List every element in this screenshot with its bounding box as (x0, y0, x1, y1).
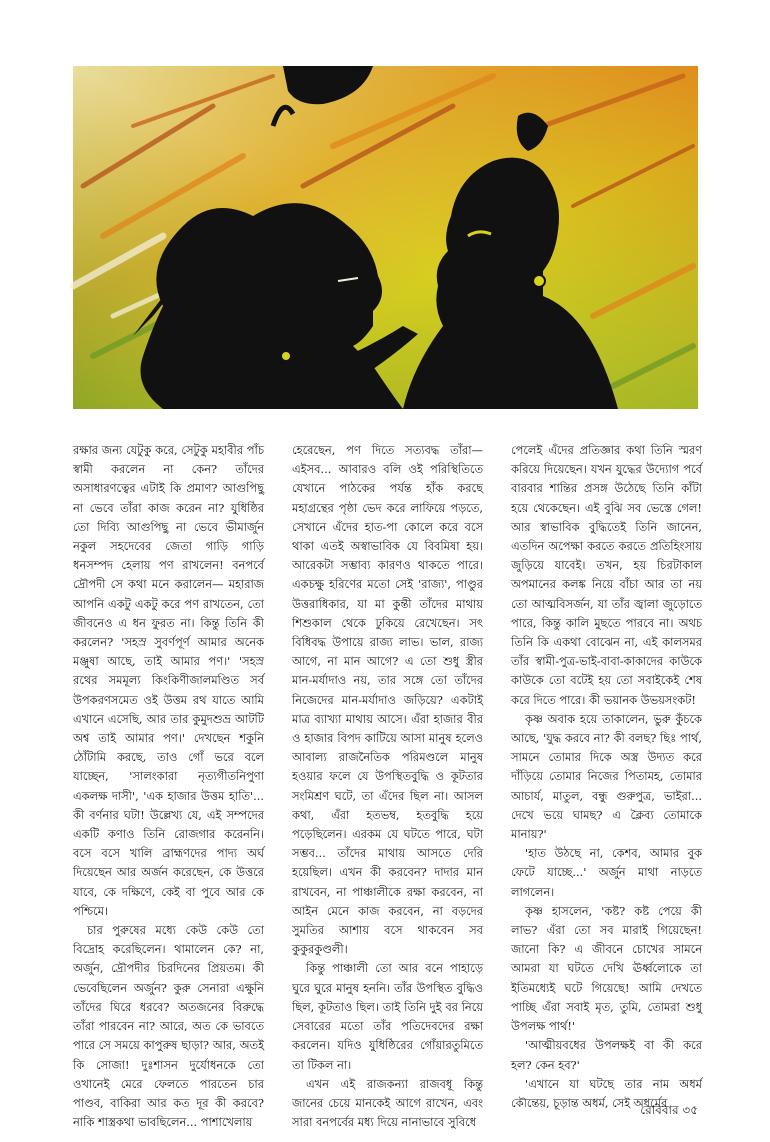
text-column-2 (292, 441, 483, 1130)
shadow-puppet-painting (73, 66, 698, 409)
paragraph: 'এখানে যা ঘটছে তার নাম অধর্ম কৌন্তেয়, চূড়ান্ত অধর্ম, সেই অধর্মের (511, 1076, 702, 1110)
paragraph: কৃষ্ণ অবাক হয়ে তাকালেন, ভুরু কুঁচকে আছে, 'যুদ্ধ করবে না? কী বলছ? ছিঃ পার্থ, সামনে তোমার দিকে অস্ত্র উদ্যত করে দাঁড়িয়ে তোমার নিজের পিতামহ, তোমার আচার্য, মাতুল, বন্ধু গুরুপুত্র, ভাইরা... দেখে ভয়ে ঘামছ? এ ক্লৈব্য তোমাকে মানায়?' (511, 711, 702, 842)
paragraph: হেরেছেন, পণ দিতে সত্যবদ্ধ তাঁরা— এইসব... আবারও বলি ওই পরিস্থিতিতে যেখানে পাঠকের পর্যন্ত হাঁক করছে মহাগ্রন্থের পৃষ্ঠা ভেদ করে লাফিয়ে পড়তে, সেখানে এঁদের হাত-পা কোলে করে বসে থাকা এতই অস্বাভাবিক যে বিবমিষা হয়। আরেকটা সম্ভাব্য কারণও থাকতে পারে। একচক্ষু হরিণের মতো সেই 'রাজ্য', পাণ্ডুর উত্তরাধিকার, যা মা কুন্তী তাঁদের মাথায় শিশুকাল থেকে ঢুকিয়ে রেখেছেন। সৎ বিধিবদ্ধ উপায়ে রাজ্য লাভ। ভাল, রাজ্য আগে, না মান আগে? এ তো শুধু স্ত্রীর মান-মর্যাদাও নয়, তার সঙ্গে তো তাঁদের নিজেদের মান-মর্যাদাও জড়িয়ে? একটাই মাত্র ব্যাখ্যা মাথায় আসে। এঁরা হাজার বীর ও হাজার বিপদ কাটিয়ে আসা মানুষ হলেও আবাল্য রাজনৈতিক পরিমণ্ডলে মানুষ হওয়ার ফলে যে উপস্থিতবুদ্ধি ও কূটতার সংমিশ্রণ ঘটে, তা এঁদের ছিল না। আসল কথা, এঁরা হতভম্ব, হতবুদ্ধি হয়ে পড়েছিলেন। এরকম যে ঘটতে পারে, ঘটা সম্ভব... তাঁদের মাথায় আসতে দেরি হয়েছিল। এখন কী করবেন? দাদার মান রাখবেন, না পাঞ্চালীকে রক্ষা করবেন, না আইন মেনে কাজ করবেন, না বড়দের সুমতির আশায় বসে থাকবেন সব কুকুরকুণ্ডলী। (292, 443, 483, 957)
text-column-1 (73, 441, 264, 1130)
paragraph: কিন্তু পাঞ্চালী তো আর বনে পাহাড়ে ঘুরে ঘুরে মানুষ হননি। তাঁর উপস্থিত বুদ্ধিও ছিল, কূটতাও ছিল। তাই তিনি দুই বর নিয়ে সেবারের মতো তাঁর পতিদেবদের রক্ষা করলেন। যদিও যুধিষ্ঠিরের গোঁয়ারতুমিতে তা টিকল না। (292, 961, 483, 1072)
paragraph: চার পুরুষের মধ্যে কেউ কেউ তো বিদ্রোহ করেছিলেন। থামালেন কে? না, অর্জুন, দ্রৌপদীর চিরদিনের প্রিয়তম। কী ভেবেছিলেন অর্জুন? কুরু সেনারা এক্ষুনি তাঁদের ঘিরে ধরবে? অতজনের বিরুদ্ধে তাঁরা পারবেন না? আরে, অত কে ভাবতে পারে সে সময়ে কাপুরুষ ছাড়া? আর, অতই কি সোজা! দুঃশাসন দুর্যোধনকে তো ওখানেই মেরে ফেলতে পারতেন চার পাণ্ডব, বাকিরা আর কত দূর কী করবে? নাকি শাস্ত্রকথা ভাবছিলেন... পাশাখেলায় (73, 923, 264, 1130)
paragraph: 'আত্মীয়বধের উপলক্ষই বা কী করে হল? কেন হব?' (511, 1038, 702, 1072)
paragraph: কৃষ্ণ হাসলেন, 'কষ্ট? কষ্ট পেয়ে কী লাভ? এঁরা তো সব মারাই গিয়েছেন! জানো কি? এ জীবনে চোখের সামনে আমরা যা ঘটতে দেখি ঊর্ধ্বলোকে তা ইতিমধ্যেই ঘটে গিয়েছে! আমি দেখতে পাচ্ছি এঁরা সবাই মৃত, তুমি, তোমরা শুধু উপলক্ষ পার্থ!' (511, 903, 702, 1034)
paragraph: 'হাত উঠছে না, কেশব, আমার বুক ফেটে যাচ্ছে...' অর্জুন মাথা নাড়তে লাগলেন। (511, 846, 702, 899)
page-footer: রোববার ৩৫ (640, 1103, 698, 1117)
cover-illustration (73, 66, 698, 409)
paragraph: পেলেই এঁদের প্রতিজ্ঞার কথা তিনি স্মরণ করিয়ে দিয়েছেন। যখন যুদ্ধের উদ্যোগ পর্বে বারবার শান্তির প্রসঙ্গ উঠেছে তিনি কাঁটা হয়ে থেকেছেন। এই বুঝি সব ভেস্তে গেল! আর স্বাভাবিক বুদ্ধিতেই তিনি জানেন, এতদিন অপেক্ষা করতে করতে প্রতিহিংসায় জুড়িয়ে যাবেই। তখন, হয় চিরটাকাল অপমানের কলঙ্ক নিয়ে বাঁচা আর তা নয় তো আত্মবিসর্জন, যা তাঁর জ্বালা জুড়োতে পারে, কিন্তু কালি মুছতে পারবে না। অথচ তিনি কি একথা বোঝেন না, এই কালসমর তাঁর স্বামী-পুত্র-ভাই-বাবা-কাকাদের কাউকে কাউকে তো বটেই হয় তো সবাইকেই শেষ করে দিতে পারে। কী ভয়ানক উভয়সংকট! (511, 443, 702, 707)
paragraph: রক্ষার জন্য যেটুকু করে, সেটুকু মহাবীর পাঁচ স্বামী করলেন না কেন? তাঁদের অসাধারণত্বের এটাই কি প্রমাণ? আগুপিছু না ভেবে তাঁরা কাজ করেন না? যুধিষ্ঠির তো দিব্যি আগুপিছু না ভেবে ভীমার্জুন নকুল সহদেবের জেতা গাড়ি গাড়ি ধনসম্পদ হেলায় পণ রাখলেন! বনপর্বে দ্রৌপদী সে কথা মনে করালেন— মহারাজ আপনি একটু একটু করে পণ রাখতেন, তো জীবনেও এ ধন ফুরত না। কিন্তু তিনি কী করলেন? 'সহস্র সুবর্ণপূর্ণ আমার অনেক মঞ্জুষা আছে, তাই আমার পণ।' 'সহস্র রথের সমমূল্য কিংকিণীজালমণ্ডিত সর্ব উপকরণসমেত ওই উত্তম রথ যাতে আমি এখানে এসেছি, আর তার কুমুদশুভ্র আটটি অশ্ব তাই আমার পণ।' দেখছেন শকুনি ঠোঁটামি করছে, তাও গোঁ ভরে বলে যাচ্ছেন, 'সালংকারা নৃত্যগীতনিপুণা একলক্ষ দাসী', 'এক হাজার উত্তম হাতি'... কী বর্ণনার ঘটা! উল্লেখ্য যে, এই সম্পদের একটি কণাও তিনি রোজগার করেননি। বসে বসে খালি ব্রাহ্মণদের পাদ্য অর্ঘ দিয়েছেন আর অর্জন করেছেন, কে উত্তরে যাবে, কে দক্ষিণে, কেই বা পুবে আর কে পশ্চিমে। (73, 443, 264, 918)
paragraph: এখন এই রাজকন্যা রাজবধূ কিন্তু জানের চেয়ে মানকেই আগে রাখেন, এবং সারা বনপর্বের মধ্য দিয়ে নানাভাবে সুবিধে (292, 1076, 483, 1130)
